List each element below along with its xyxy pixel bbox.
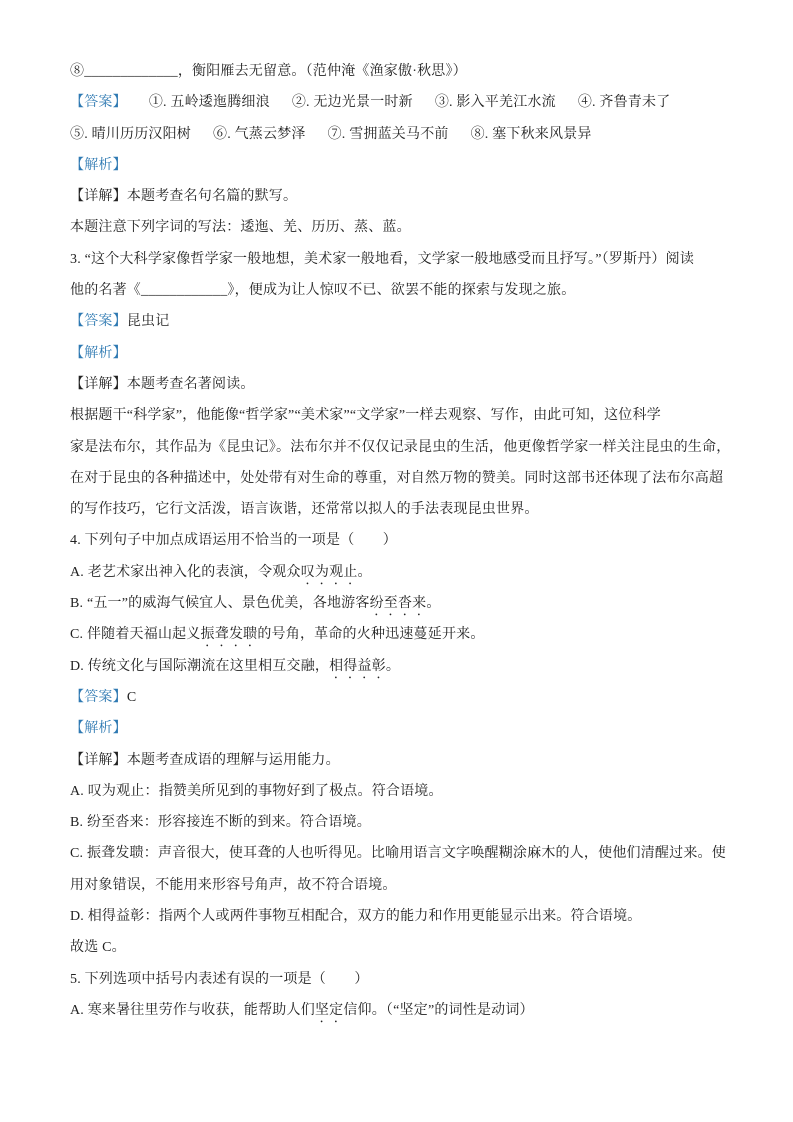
q4-answer-line: [70, 682, 731, 713]
question-stem: 3. “这个大科学家像哲学家一般地想，美术家一般地看，文学家一般地感受而且抒写。”（罗斯丹）阅读: [70, 251, 695, 267]
conclusion-text: 故选 C。: [70, 940, 126, 956]
explain-text: 根据题干“科学家”，他能像“哲学家”“美术家”“文学家”一样去观察、写作，由此可知，这位科学: [70, 408, 661, 424]
question-stem: 他的名著《____________》，便成为让人惊叹不已、欲罢不能的探索与发现之旅。: [70, 283, 576, 299]
option-text: 的号角，革命的火种迅速蔓延开来。: [257, 627, 485, 643]
q4-explain-b-line: [70, 807, 731, 838]
answer-label: 【答案】: [70, 95, 127, 111]
question-stem: 5. 下列选项中括号内表述有误的一项是（ ）: [70, 971, 369, 987]
question-stem: 4. 下列句子中加点成语运用不恰当的一项是（ ）: [70, 533, 397, 549]
q3-explain-line-4: [70, 494, 731, 525]
answer-label: 【答案】: [70, 314, 127, 330]
option-text: A. 寒来暑往里劳作与收获，能帮助人们: [70, 1002, 315, 1018]
q3-explain-line-1: [70, 400, 731, 431]
explain-text: C. 振聋发聩：声音很大，使耳聋的人也听得见。比喻用语言文字唤醒糊涂麻木的人，使他们清醒过来。使: [70, 846, 726, 862]
explain-text: 家是法布尔，其作品为《昆虫记》。法布尔并不仅仅记录昆虫的生活，他更像哲学家一样关注昆虫的生命，: [70, 439, 731, 455]
q4-option-c-line: [70, 619, 731, 650]
detail-label: 【详解】: [70, 752, 127, 768]
answer-label: 【答案】: [70, 689, 127, 705]
answer-item: ①. 五岭逶迤腾细浪: [148, 95, 270, 111]
option-text: C. 伴随着天福山起义: [70, 627, 201, 643]
answer-item: ⑤. 晴川历历汉阳树: [70, 126, 191, 142]
explain-text: 在对于昆虫的各种描述中，处处带有对生命的尊重，对自然万物的赞美。同时这部书还体现了法布尔高超: [70, 470, 724, 486]
q2-detail-line: [70, 181, 731, 212]
option-text: D. 传统文化与国际潮流在这里相互交融，: [70, 658, 330, 674]
q4-analysis-label-line: [70, 713, 731, 744]
q4-explain-c-line-1: [70, 838, 731, 869]
circled-number: ⑧: [70, 64, 85, 79]
q3-explain-line-2: [70, 432, 731, 463]
answer-text: C: [126, 689, 137, 705]
emphasized-idiom: 叹为观止: [300, 564, 358, 580]
answer-item: ⑦. 雪拥蓝关马不前: [327, 126, 449, 142]
q4-conclusion-line: [70, 932, 731, 963]
q5-stem-line: [70, 964, 731, 995]
analysis-label: 【解析】: [70, 345, 127, 361]
verse-text: ，衡阳雁去无留意。（范仲淹《渔家傲·秋思》）: [177, 64, 467, 79]
q3-analysis-label-line: [70, 338, 731, 369]
answer-item: ⑧. 塞下秋来风景异: [470, 126, 592, 142]
option-text: 。: [426, 596, 441, 612]
q2-answer-line-2: [70, 119, 731, 150]
explain-text: A. 叹为观止：指赞美所见到的事物好到了极点。符合语境。: [70, 783, 443, 799]
answer-item: ⑥. 气蒸云梦泽: [213, 126, 306, 142]
q4-option-d-line: [70, 651, 731, 682]
q2-answer-line-1: [70, 87, 731, 118]
analysis-label: 【解析】: [70, 157, 127, 173]
detail-label: 【详解】: [70, 376, 127, 392]
explain-text: 用对象错误，不能用来形容号角声，故不符合语境。: [70, 877, 397, 893]
q2-analysis-label-line: [70, 150, 731, 181]
q4-option-a-line: [70, 557, 731, 588]
explain-text: D. 相得益彰：指两个人或两件事物互相配合，双方的能力和作用更能显示出来。符合语境。: [70, 909, 642, 925]
option-text: 信仰。（“坚定”的词性是动词）: [343, 1002, 534, 1018]
q3-answer-line: [70, 306, 731, 337]
answer-item: ④. 齐鲁青未了: [577, 95, 671, 111]
document-body: [70, 56, 731, 1026]
q4-option-b-line: [70, 588, 731, 619]
option-text: 。: [357, 564, 372, 580]
blank-underline: _____________: [84, 64, 178, 79]
explain-text: 的写作技巧，它行文活泼，语言诙谐，还常常以拟人的手法表现昆虫世界。: [70, 502, 539, 518]
emphasized-idiom: 相得益彰: [329, 658, 386, 674]
explain-text: B. 纷至沓来：形容接连不断的到来。符合语境。: [70, 815, 371, 831]
analysis-label: 【解析】: [70, 721, 127, 737]
option-text: A. 老艺术家出神入化的表演，令观众: [70, 564, 301, 580]
q3-stem-line-1: [70, 244, 731, 275]
option-text: B. “五一”的威海气候宜人、景色优美，各地游客: [70, 596, 370, 612]
answer-item: ③. 影入平羌江水流: [434, 95, 556, 111]
q4-explain-a-line: [70, 776, 731, 807]
detail-text: 本题考查成语的理解与运用能力。: [126, 752, 340, 768]
detail-label: 【详解】: [70, 189, 127, 205]
q4-detail-line: [70, 745, 731, 776]
q4-explain-d-line: [70, 901, 731, 932]
emphasized-word: 坚定: [314, 1002, 344, 1018]
option-text: 。: [385, 658, 401, 674]
q2-note-line: [70, 212, 731, 243]
q5-option-a-line: [70, 995, 731, 1026]
q3-stem-line-2: [70, 275, 731, 306]
answer-text: 昆虫记: [126, 314, 170, 330]
q4-stem-line: [70, 525, 731, 556]
q3-detail-line: [70, 369, 731, 400]
answer-item: ②. 无边光景一时新: [291, 95, 413, 111]
detail-text: 本题考查名著阅读。: [126, 376, 255, 392]
q4-explain-c-line-2: [70, 870, 731, 901]
detail-text: 本题考查名句名篇的默写。: [126, 189, 298, 205]
q3-explain-line-3: [70, 463, 731, 494]
note-text: 本题注意下列字词的写法：逶迤、羌、历历、蒸、蓝。: [70, 220, 411, 236]
emphasized-idiom: 纷至沓来: [369, 596, 427, 612]
fill-blank-item-8-line: [70, 56, 731, 87]
emphasized-idiom: 振聋发聩: [200, 627, 258, 643]
